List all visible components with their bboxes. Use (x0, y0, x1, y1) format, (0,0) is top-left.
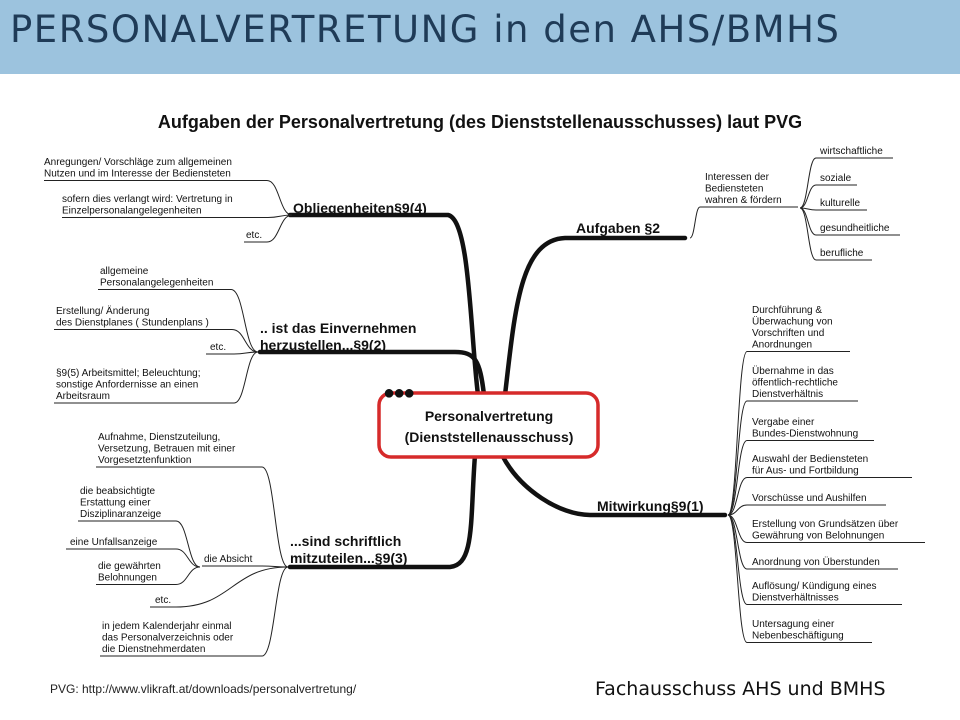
mitwirkung-item-8-line-1: Auflösung/ Kündigung eines (752, 581, 877, 592)
mitwirkung-item-5-line-1: Vorschüsse und Aushilfen (752, 493, 867, 504)
einvernehmen-item-4 (56, 368, 201, 402)
mitzuteilen-item-1-line-2: Versetzung, Betrauen mit einer (98, 443, 236, 455)
mitzuteilen-item-4-line-3: die Dienstnehmerdaten (102, 644, 206, 655)
obliegenheiten-connector-3 (267, 215, 292, 242)
aufgaben-item-4 (820, 223, 890, 234)
mitwirkung-item-4 (752, 454, 868, 477)
aufgaben-item-1 (819, 146, 883, 157)
absicht-item-1 (80, 486, 162, 520)
mitzuteilen-item-3 (155, 595, 171, 606)
einvernehmen-connector-4 (234, 352, 258, 403)
absicht-item-1-line-3: Disziplinaranzeige (80, 509, 162, 520)
branch-lines (260, 215, 725, 567)
branch-aufgaben-label: Aufgaben §2 (576, 220, 661, 236)
interessen-node-line-2: Bediensteten (705, 183, 764, 195)
einvernehmen-item-2 (56, 305, 209, 329)
mitzuteilen-item-1 (98, 432, 236, 466)
more-dots-icon: ●●● (383, 382, 414, 404)
branch-aufgaben-line (505, 238, 685, 395)
mitwirkung-item-3 (752, 417, 858, 440)
absicht-item-1-line-1: die beabsichtigte (80, 486, 156, 497)
mitwirkung-item-1-line-4: Anordnungen (752, 339, 813, 351)
absicht-item-2-line-1: eine Unfallsanzeige (70, 537, 158, 548)
einvernehmen-connector-2 (232, 330, 258, 353)
mitzuteilen-item-3-line-1: etc. (155, 595, 172, 606)
interessen-node-line-1: Interessen der (705, 172, 769, 183)
absicht-connector-2 (176, 549, 200, 567)
absicht-connector-3 (176, 567, 200, 585)
einvernehmen-item-4-line-3: Arbeitsraum (56, 391, 110, 402)
einvernehmen-item-1 (100, 266, 213, 289)
mitwirkung-item-1-line-2: Überwachung von (752, 316, 833, 328)
mitwirkung-item-2-line-1: Übernahme in das (752, 366, 834, 377)
mitwirkung-item-6-line-1: Erstellung von Grundsätzen über (752, 519, 899, 530)
mitzuteilen-connector-4 (262, 567, 288, 656)
mitwirkung-item-1-line-3: Vorschriften und (752, 328, 825, 339)
einvernehmen-item-4-line-1: §9(5) Arbeitsmittel; Beleuchtung; (56, 368, 201, 379)
mitwirkung-item-4-line-2: für Aus- und Fortbildung (752, 465, 859, 477)
mitwirkung-item-9-line-1: Untersagung einer (752, 619, 835, 630)
obliegenheiten-item-1-line-2: Nutzen und im Interesse der Bediensteten (44, 168, 231, 180)
mitwirkung-item-1-line-1: Durchführung & (752, 305, 823, 316)
absicht-item-1-line-2: Erstattung einer (80, 497, 151, 509)
obliegenheiten-item-2 (62, 194, 233, 217)
mitwirkung-item-2-line-3: Dienstverhältnis (752, 389, 824, 400)
obliegenheiten-item-3 (246, 230, 262, 241)
mitwirkung-item-9 (752, 619, 844, 642)
mitwirkung-item-3-line-2: Bundes-Dienstwohnung (752, 428, 859, 440)
aufgaben-item-2 (820, 173, 852, 184)
mitwirkung-item-3-line-1: Vergabe einer (752, 417, 815, 428)
absicht-item-3-line-1: die gewährten (98, 561, 161, 572)
mitwirkung-item-1 (752, 305, 833, 351)
footer-organization: Fachausschuss AHS und BMHS (595, 678, 886, 700)
absicht-connector-1 (176, 521, 200, 567)
obliegenheiten-item-2-line-1: sofern dies verlangt wird: Vertretung in (62, 194, 233, 205)
diagram-subtitle: Aufgaben der Personalvertretung (des Dienststellenausschusses) laut PVG (157, 112, 803, 132)
obliegenheiten-item-3-line-1: etc. (246, 230, 263, 241)
mitzuteilen-item-2-line-1: die Absicht (204, 554, 253, 565)
branch-mitzuteilen-label-2: mitzuteilen...§9(3) (290, 550, 408, 566)
branch-obliegenheiten-line (290, 215, 478, 395)
mitwirkung-connector-3 (728, 441, 747, 516)
mitzuteilen-item-4-line-1: in jedem Kalenderjahr einmal (102, 621, 232, 632)
interessen-connector (690, 207, 700, 238)
branch-mitzuteilen-label-1: ...sind schriftlich (290, 533, 402, 549)
mitwirkung-item-7-line-1: Anordnung von Überstunden (752, 557, 880, 568)
mitwirkung-item-6-line-2: Gewährung von Belohnungen (752, 530, 885, 542)
mitzuteilen-item-2 (204, 554, 253, 565)
obliegenheiten-item-1-line-1: Anregungen/ Vorschläge zum allgemeinen (44, 157, 232, 168)
aufgaben-item-3-text: kulturelle (820, 198, 861, 209)
mitzuteilen-item-4 (102, 621, 234, 655)
absicht-item-3-line-2: Belohnungen (98, 572, 157, 584)
aufgaben-connector-2 (800, 185, 816, 208)
aufgaben-item-3 (820, 198, 860, 209)
mitwirkung-connector-9 (728, 515, 747, 643)
aufgaben-item-5 (820, 248, 864, 259)
obliegenheiten-item-1 (44, 157, 232, 180)
absicht-item-3 (98, 561, 161, 584)
mitwirkung-item-9-line-2: Nebenbeschäftigung (752, 630, 844, 642)
einvernehmen-item-1-line-2: Personalangelegenheiten (100, 277, 214, 289)
branch-obliegenheiten-label: Obliegenheiten§9(4) (293, 200, 427, 216)
branch-mitwirkung-label: Mitwirkung§9(1) (597, 498, 704, 514)
einvernehmen-item-4-line-2: sonstige Anfordernisse an einen (56, 379, 199, 391)
absicht-item-2 (70, 537, 158, 548)
mitwirkung-item-5 (752, 493, 867, 504)
aufgaben-connector-1 (800, 158, 816, 208)
mitwirkung-item-7 (752, 556, 880, 568)
einvernehmen-item-3 (210, 342, 226, 353)
mitzuteilen-item-4-line-2: das Personalverzeichnis oder (102, 632, 234, 644)
mitzuteilen-item-1-line-1: Aufnahme, Dienstzuteilung, (98, 432, 221, 443)
interessen-node-line-3: wahren & fördern (705, 195, 782, 206)
obliegenheiten-connector-1 (267, 181, 292, 216)
source-note: PVG: http://www.vlikraft.at/downloads/personalvertretung/ (50, 682, 357, 696)
mitwirkung-item-8 (752, 581, 877, 604)
obliegenheiten-item-2-line-2: Einzelpersonalangelegenheiten (62, 205, 202, 217)
page-title: PERSONALVERTRETUNG in den AHS/BMHS (10, 8, 841, 51)
mitzuteilen-connector-1 (262, 467, 288, 567)
mitwirkung-item-4-line-1: Auswahl der Bediensteten (752, 454, 869, 465)
mitwirkung-item-2 (752, 365, 838, 400)
mitwirkung-item-8-line-2: Dienstverhältnisses (752, 592, 839, 604)
mitwirkung-item-2-line-2: öffentlich-rechtliche (752, 377, 838, 389)
einvernehmen-item-3-line-1: etc. (210, 342, 227, 353)
aufgaben-item-5-text: berufliche (820, 248, 864, 259)
mitwirkung-connector-1 (728, 352, 747, 516)
einvernehmen-connector-1 (231, 290, 258, 353)
mitwirkung-item-6 (752, 519, 899, 542)
einvernehmen-item-1-line-1: allgemeine (100, 266, 149, 277)
mitzuteilen-item-1-line-3: Vorgesetztenfunktion (98, 455, 192, 466)
interessen-node (704, 172, 782, 206)
center-node-title: Personalvertretung (424, 408, 554, 424)
einvernehmen-item-2-line-2: des Dienstplanes ( Stundenplans ) (56, 317, 209, 329)
aufgaben-item-4-text: gesundheitliche (820, 223, 890, 234)
center-node-subtitle: (Dienststellenausschuss) (404, 429, 574, 445)
einvernehmen-item-2-line-1: Erstellung/ Änderung (56, 306, 150, 317)
aufgaben-item-2-text: soziale (820, 173, 852, 184)
aufgaben-item-1-text: wirtschaftliche (820, 146, 883, 157)
branch-einvernehmen-label-1: .. ist das Einvernehmen (260, 320, 417, 336)
branch-einvernehmen-line (260, 352, 484, 395)
mitzuteilen-connector-3 (176, 567, 288, 607)
branch-einvernehmen-label-2: herzustellen...§9(2) (260, 337, 387, 353)
